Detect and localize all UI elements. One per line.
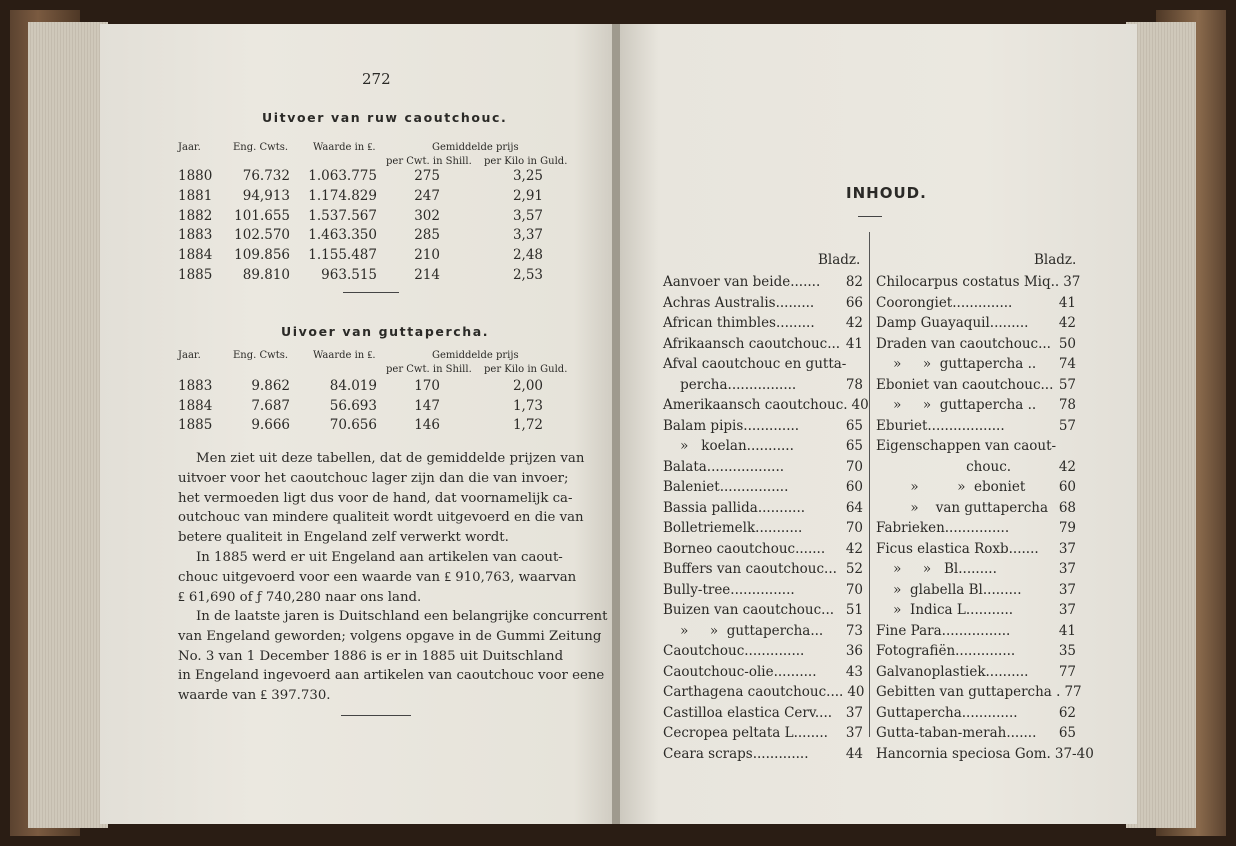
table1-cell: 2,91 bbox=[512, 187, 543, 204]
index-entry-page: 74 bbox=[1058, 356, 1076, 372]
index-entry-label: percha................ bbox=[663, 376, 797, 393]
table1-cell: 1885 bbox=[178, 267, 213, 283]
table2-cell: 1883 bbox=[178, 378, 213, 394]
index-entry-page: 40 bbox=[851, 397, 869, 413]
index-entry bbox=[876, 375, 1076, 396]
index-entry bbox=[876, 723, 1076, 744]
table1-cell: 275 bbox=[414, 168, 440, 184]
index-entry bbox=[876, 354, 1076, 375]
table1-cell: 1.537.567 bbox=[308, 207, 377, 224]
table1-cell: 1.174.829 bbox=[308, 187, 377, 204]
index-entry-page: 41 bbox=[1058, 622, 1076, 639]
index-entry-page: 57 bbox=[1058, 376, 1076, 393]
index-entry-page: 52 bbox=[845, 561, 863, 577]
index-entry bbox=[663, 539, 863, 560]
text-line: het vermoeden ligt dus voor de hand, dat voornamelijk ca- bbox=[178, 490, 573, 506]
index-entry bbox=[876, 518, 1076, 539]
index-entry bbox=[663, 580, 863, 601]
index-entry bbox=[876, 600, 1076, 621]
table2-header-avg: Gemiddelde prijs bbox=[432, 350, 519, 361]
index-entry-page: 43 bbox=[845, 663, 863, 680]
text-line: chouc uitgevoerd voor een waarde van ₤ 910,763, waarvan bbox=[178, 569, 577, 585]
index-entry-label: Gutta-taban-merah....... bbox=[876, 725, 1037, 741]
index-entry-label: Fabrieken............... bbox=[876, 520, 1010, 536]
index-entry-page: 78 bbox=[1058, 397, 1076, 413]
index-entry bbox=[663, 723, 863, 744]
index-entry bbox=[663, 334, 863, 355]
index-entry-label: Bully-tree............... bbox=[663, 581, 795, 598]
table1-cell: 247 bbox=[414, 187, 440, 204]
index-entry bbox=[876, 334, 1076, 355]
index-entry bbox=[663, 477, 863, 498]
table1-cell: 3,57 bbox=[512, 207, 543, 224]
index-title: INHOUD. bbox=[846, 184, 927, 202]
index-entry bbox=[876, 621, 1076, 642]
table1-cell: 101.655 bbox=[234, 207, 290, 224]
text-line: No. 3 van 1 December 1886 is er in 1885 uit Duitschland bbox=[178, 648, 564, 664]
paragraph-1 bbox=[178, 449, 585, 548]
index-entry-label: Ficus elastica Roxb....... bbox=[876, 540, 1039, 557]
index-entry-page: 66 bbox=[845, 294, 863, 311]
index-entry-page: 50 bbox=[1058, 335, 1076, 352]
index-entry-label: Eboniet van caoutchouc... bbox=[876, 376, 1054, 393]
index-entry-page: 68 bbox=[1058, 499, 1076, 516]
index-entry-label: » » guttapercha... bbox=[663, 622, 824, 639]
index-entry-page: 79 bbox=[1058, 520, 1076, 536]
book-gutter bbox=[612, 24, 620, 824]
index-entry bbox=[663, 436, 863, 457]
index-entry bbox=[663, 395, 869, 416]
index-entry bbox=[663, 313, 863, 334]
index-entry-page: 64 bbox=[845, 499, 863, 516]
index-entry-label: Afval caoutchouc en gutta- bbox=[663, 356, 847, 372]
index-entry bbox=[663, 375, 863, 396]
index-entry bbox=[876, 662, 1076, 683]
index-entry bbox=[663, 600, 863, 621]
table2-cell: 146 bbox=[414, 417, 440, 433]
table2-cell: 9.862 bbox=[251, 378, 290, 394]
table1-cell: 1.155.487 bbox=[308, 247, 377, 264]
index-column-left bbox=[663, 272, 869, 764]
table1-cell: 3,25 bbox=[512, 168, 543, 184]
index-entry bbox=[876, 703, 1076, 724]
index-entry-page: 37 bbox=[845, 725, 863, 741]
index-entry-label: » koelan........... bbox=[663, 438, 794, 454]
index-entry-page: 60 bbox=[1058, 479, 1076, 495]
index-entry-page: 65 bbox=[845, 438, 863, 454]
table1-cell: 1.463.350 bbox=[308, 227, 377, 244]
index-entry-page: 60 bbox=[845, 479, 863, 495]
index-entry-page: 42 bbox=[1058, 458, 1076, 475]
index-entry bbox=[663, 498, 863, 519]
index-entry-label: Bassia pallida........... bbox=[663, 499, 806, 516]
index-entry-label: Carthagena caoutchouc.... bbox=[663, 684, 844, 700]
index-entry bbox=[663, 416, 863, 437]
index-entry-label: Eigenschappen van caout- bbox=[876, 438, 1057, 454]
table2-cell: 7.687 bbox=[251, 397, 290, 414]
index-entry-page bbox=[1072, 436, 1076, 457]
index-entry bbox=[663, 293, 863, 314]
index-entry bbox=[663, 703, 863, 724]
table1-cell: 102.570 bbox=[234, 227, 290, 244]
index-entry-label: Aanvoer van beide....... bbox=[663, 274, 821, 290]
index-entry-label: Amerikaansch caoutchouc. bbox=[663, 397, 848, 413]
text-line: ₤ 61,690 of ƒ 740,280 naar ons land. bbox=[178, 589, 422, 605]
index-entry-page: 78 bbox=[845, 376, 863, 393]
index-entry-label: » van guttapercha bbox=[876, 499, 1049, 516]
text-line: betere qualiteit in Engeland zelf verwerkt wordt. bbox=[178, 530, 509, 546]
index-entry-page: 44 bbox=[845, 745, 863, 762]
index-entry-label: Chilocarpus costatus Miq.. bbox=[876, 274, 1060, 290]
index-entry bbox=[876, 498, 1076, 519]
index-entry-page: 36 bbox=[845, 643, 863, 659]
index-entry-page: 62 bbox=[1058, 704, 1076, 721]
table2-header-cwts: Eng. Cwts. bbox=[233, 350, 289, 361]
table1-header-year: Jaar. bbox=[178, 142, 201, 153]
table1-cell: 94,913 bbox=[242, 187, 290, 204]
index-entry-label: Caoutchouc-olie.......... bbox=[663, 663, 817, 680]
table2-header-per-cwt: per Cwt. in Shill. bbox=[386, 364, 472, 375]
index-entry-label: Damp Guayaquil......... bbox=[876, 315, 1029, 331]
column-separator bbox=[869, 232, 870, 737]
index-entry-page: 42 bbox=[1058, 315, 1076, 331]
index-entry-label: Coorongiet.............. bbox=[876, 294, 1013, 311]
index-entry bbox=[876, 539, 1076, 560]
text-line: outchouc van mindere qualiteit wordt uitgevoerd en die van bbox=[178, 510, 584, 526]
text-line: van Engeland geworden; volgens opgave in de Gummi Zeitung bbox=[178, 628, 602, 644]
index-column-right bbox=[876, 272, 1094, 764]
index-entry-page: 77 bbox=[1064, 684, 1082, 700]
table2-cell: 170 bbox=[414, 378, 440, 394]
table1-header-value: Waarde in ₤. bbox=[313, 142, 376, 153]
table2-cell: 1,72 bbox=[512, 417, 543, 433]
index-entry bbox=[876, 293, 1076, 314]
table2-cell: 147 bbox=[414, 397, 440, 414]
table2-cell: 84.019 bbox=[329, 378, 377, 394]
index-entry-label: Achras Australis......... bbox=[663, 294, 815, 311]
index-col-header-left: Bladz. bbox=[818, 252, 861, 268]
index-entry-label: Afrikaansch caoutchouc... bbox=[663, 335, 841, 352]
index-entry-page: 77 bbox=[1058, 663, 1076, 680]
text-line: uitvoer voor het caoutchouc lager zijn dan die van invoer; bbox=[178, 470, 569, 486]
paragraph-2 bbox=[178, 548, 577, 607]
index-entry-label: Bolletriemelk........... bbox=[663, 520, 803, 536]
index-entry-label: Ceara scraps............. bbox=[663, 745, 809, 762]
index-entry-label: Fotografiën.............. bbox=[876, 643, 1016, 659]
table1-cell: 1882 bbox=[178, 207, 213, 224]
index-entry-label: » » guttapercha .. bbox=[876, 397, 1037, 413]
index-entry bbox=[876, 477, 1076, 498]
table1-title: Uitvoer van ruw caoutchouc. bbox=[262, 110, 508, 125]
table2-cell: 70.656 bbox=[329, 417, 377, 433]
index-entry bbox=[663, 518, 863, 539]
index-entry-label: » » guttapercha .. bbox=[876, 356, 1037, 372]
index-entry-label: Cecropea peltata L........ bbox=[663, 725, 828, 741]
index-entry-page bbox=[859, 354, 863, 375]
index-entry bbox=[876, 744, 1094, 765]
table1-header-per-cwt: per Cwt. in Shill. bbox=[386, 156, 472, 167]
index-entry bbox=[876, 313, 1076, 334]
index-entry-label: Borneo caoutchouc....... bbox=[663, 540, 826, 557]
index-entry-label: » Indica L........... bbox=[876, 602, 1014, 618]
table1-cell: 285 bbox=[414, 227, 440, 244]
index-entry-label: Fine Para................ bbox=[876, 622, 1011, 639]
index-entry-page: 42 bbox=[845, 315, 863, 331]
index-entry-page: 70 bbox=[845, 520, 863, 536]
table2-cell: 1884 bbox=[178, 397, 213, 414]
text-line: In de laatste jaren is Duitschland een belangrijke concurrent bbox=[196, 609, 608, 624]
index-entry bbox=[876, 580, 1076, 601]
index-entry bbox=[663, 621, 863, 642]
index-entry bbox=[876, 682, 1082, 703]
index-entry-page: 73 bbox=[845, 622, 863, 639]
paragraph-3 bbox=[178, 607, 608, 706]
table1-cell: 214 bbox=[414, 267, 440, 283]
table1-cell: 1880 bbox=[178, 168, 213, 184]
table1-cell: 109.856 bbox=[234, 247, 290, 264]
index-entry-page: 41 bbox=[845, 335, 863, 352]
index-entry-label: Eburiet.................. bbox=[876, 417, 1005, 434]
index-entry bbox=[663, 662, 863, 683]
text-line: Men ziet uit deze tabellen, dat de gemiddelde prijzen van bbox=[196, 451, 585, 466]
index-entry bbox=[663, 354, 863, 375]
table1-cell: 2,48 bbox=[512, 247, 543, 264]
table1-cell: 1884 bbox=[178, 247, 213, 264]
table1-cell: 76.732 bbox=[242, 168, 290, 184]
index-entry-page: 51 bbox=[845, 602, 863, 618]
index-entry-label: Galvanoplastiek.......... bbox=[876, 663, 1029, 680]
index-entry-page: 37 bbox=[1058, 561, 1076, 577]
table1-cell: 3,37 bbox=[512, 227, 543, 244]
index-entry bbox=[876, 457, 1076, 478]
page-edges-left bbox=[28, 22, 108, 828]
divider bbox=[343, 292, 399, 293]
index-entry bbox=[663, 744, 863, 765]
index-entry-label: Balam pipis............. bbox=[663, 417, 800, 434]
index-entry-label: Castilloa elastica Cerv.... bbox=[663, 704, 833, 721]
index-entry-page: 82 bbox=[845, 274, 863, 290]
divider bbox=[858, 216, 882, 217]
index-entry-page: 70 bbox=[845, 581, 863, 598]
index-entry bbox=[876, 641, 1076, 662]
table1-cell: 89.810 bbox=[242, 267, 290, 283]
table2-header-per-kilo: per Kilo in Guld. bbox=[484, 364, 568, 375]
index-entry-page: 40 bbox=[847, 684, 865, 700]
index-entry bbox=[876, 416, 1076, 437]
table2-title: Uivoer van guttapercha. bbox=[281, 324, 490, 339]
index-entry-page: 41 bbox=[1058, 294, 1076, 311]
index-entry-page: 37 bbox=[1058, 581, 1076, 598]
index-entry-label: Baleniet................ bbox=[663, 479, 789, 495]
table2-cell: 1,73 bbox=[512, 397, 543, 414]
index-entry-page: 37 bbox=[1058, 540, 1076, 557]
page-number: 272 bbox=[362, 70, 391, 88]
index-entry-page: 37 bbox=[1063, 274, 1081, 290]
index-entry bbox=[663, 272, 863, 293]
index-entry-page: 42 bbox=[845, 540, 863, 557]
table1-header-avg: Gemiddelde prijs bbox=[432, 142, 519, 153]
index-entry-label: Hancornia speciosa Gom. bbox=[876, 745, 1051, 762]
index-entry-label: » » Bl......... bbox=[876, 561, 997, 577]
index-entry bbox=[663, 559, 863, 580]
table1-cell: 1.063.775 bbox=[308, 168, 377, 184]
index-col-header-right: Bladz. bbox=[1034, 252, 1077, 268]
index-entry-label: Draden van caoutchouc... bbox=[876, 335, 1051, 352]
index-entry-label: Gebitten van guttapercha . bbox=[876, 684, 1061, 700]
text-line: in Engeland ingevoerd aan artikelen van caoutchouc voor eene bbox=[178, 668, 605, 684]
index-entry bbox=[876, 395, 1076, 416]
table1-cell: 1883 bbox=[178, 227, 213, 244]
table2-header-value: Waarde in ₤. bbox=[313, 350, 376, 361]
index-entry-page: 65 bbox=[1058, 725, 1076, 741]
index-entry-label: chouc. bbox=[876, 458, 1012, 475]
index-entry-page: 70 bbox=[845, 458, 863, 475]
table2-cell: 2,00 bbox=[512, 378, 543, 394]
index-entry bbox=[876, 559, 1076, 580]
index-entry-label: Balata.................. bbox=[663, 458, 785, 475]
table2-cell: 9.666 bbox=[251, 417, 290, 433]
table1-cell: 1881 bbox=[178, 187, 213, 204]
index-entry-label: » glabella Bl......... bbox=[876, 581, 1022, 598]
text-line: In 1885 werd er uit Engeland aan artikelen van caout- bbox=[196, 550, 563, 565]
table2-cell: 1885 bbox=[178, 417, 213, 433]
table2-cell: 56.693 bbox=[329, 397, 377, 414]
index-entry-page: 57 bbox=[1058, 417, 1076, 434]
index-entry-label: Buffers van caoutchouc... bbox=[663, 561, 837, 577]
table1-cell: 302 bbox=[414, 207, 440, 224]
table1-header-per-kilo: per Kilo in Guld. bbox=[484, 156, 568, 167]
table1-cell: 210 bbox=[414, 247, 440, 264]
table1-cell: 2,53 bbox=[512, 267, 543, 283]
index-entry bbox=[663, 641, 863, 662]
table2-header-year: Jaar. bbox=[178, 350, 201, 361]
index-entry-page: 65 bbox=[845, 417, 863, 434]
text-line: waarde van ₤ 397.730. bbox=[178, 688, 331, 704]
table1-cell: 963.515 bbox=[321, 267, 377, 283]
index-entry bbox=[663, 682, 863, 703]
index-entry-label: African thimbles......... bbox=[663, 315, 815, 331]
index-entry-page: 37-40 bbox=[1054, 745, 1094, 762]
index-entry-label: Guttapercha............. bbox=[876, 704, 1018, 721]
divider bbox=[341, 715, 411, 716]
index-entry bbox=[663, 457, 863, 478]
index-entry-label: Caoutchouc.............. bbox=[663, 643, 805, 659]
table1-header-cwts: Eng. Cwts. bbox=[233, 142, 289, 153]
index-entry-label: » » eboniet bbox=[876, 479, 1026, 495]
index-entry bbox=[876, 272, 1081, 293]
index-entry-label: Buizen van caoutchouc... bbox=[663, 602, 835, 618]
index-entry-page: 35 bbox=[1058, 643, 1076, 659]
index-entry-page: 37 bbox=[845, 704, 863, 721]
index-entry bbox=[876, 436, 1076, 457]
index-entry-page: 37 bbox=[1058, 602, 1076, 618]
